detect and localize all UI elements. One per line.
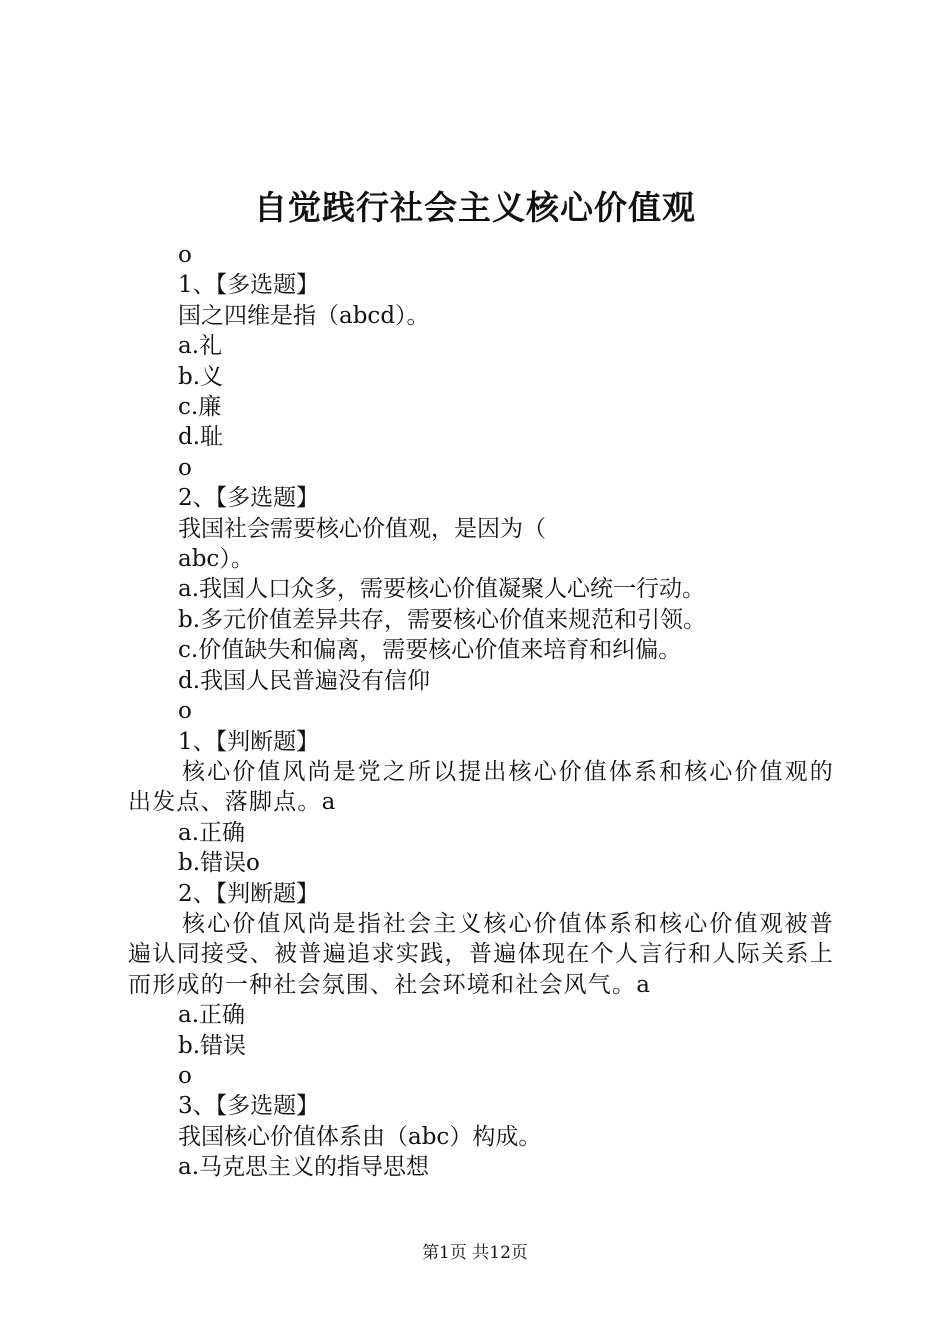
question-heading: 2、【多选题】: [178, 485, 320, 512]
text-line: o: [178, 698, 192, 725]
question-text: 国之四维是指（abcd）。: [178, 302, 430, 329]
question-heading: 2、【判断题】: [178, 880, 320, 907]
page-footer: 第1页 共12页: [422, 1243, 528, 1263]
question-paragraph: 核心价值风尚是党之所以提出核心价值体系和核心价值观的出发点、落脚点。a: [128, 758, 834, 816]
text-line: o: [178, 242, 192, 268]
question-text: abc）。: [178, 546, 254, 573]
question-paragraph: 核心价值风尚是指社会主义核心价值体系和核心价值观被普遍认同接受、被普遍追求实践，普遍体现在个人言行和人际关系上而形成的一种社会氛围、社会环境和社会风气。a: [128, 910, 834, 998]
answer-option: d.我国人民普遍没有信仰: [178, 667, 431, 694]
answer-option: b.错误o: [178, 850, 260, 877]
text-line: o: [178, 454, 192, 481]
answer-option: a.正确: [178, 1002, 246, 1029]
question-heading: 3、【多选题】: [178, 1093, 320, 1120]
answer-option: c.廉: [178, 394, 222, 421]
question-text: 我国社会需要核心价值观，是因为（: [178, 515, 546, 542]
answer-option: b.多元价值差异共存，需要核心价值来规范和引领。: [178, 606, 707, 633]
answer-option: b.错误: [178, 1032, 247, 1059]
answer-option: a.礼: [178, 333, 223, 360]
answer-option: d.耻: [178, 424, 224, 451]
document-body: [128, 240, 834, 1183]
answer-option: a.马克思主义的指导思想: [178, 1154, 430, 1181]
answer-option: a.正确: [178, 819, 246, 846]
text-line: o: [178, 1062, 192, 1089]
answer-option: b.义: [178, 363, 224, 390]
question-heading: 1、【多选题】: [178, 272, 320, 299]
answer-option: a.我国人口众多，需要核心价值凝聚人心统一行动。: [178, 576, 706, 603]
answer-option: c.价值缺失和偏离，需要核心价值来培育和纠偏。: [178, 637, 682, 664]
document-title: 自觉践行社会主义核心价值观: [254, 188, 696, 227]
question-heading: 1、【判断题】: [178, 728, 320, 755]
question-text: 我国核心价值体系由（abc）构成。: [178, 1123, 542, 1150]
